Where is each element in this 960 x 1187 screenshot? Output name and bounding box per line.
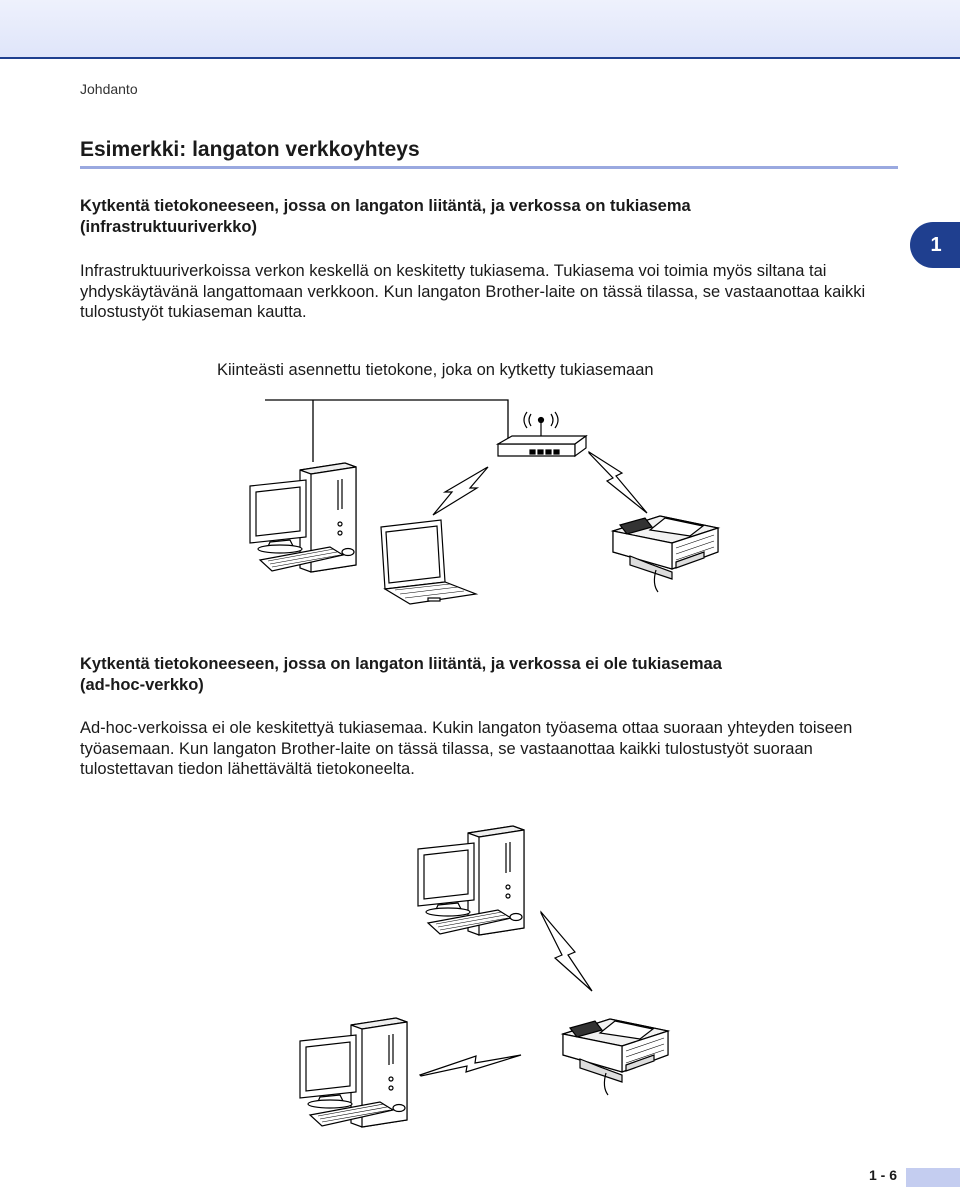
adhoc-heading xyxy=(80,654,900,696)
page-number: 1 - 6 xyxy=(869,1167,898,1183)
paragraph-line: tulostustyöt tukiaseman kautta. xyxy=(80,303,307,321)
wired-connection-line xyxy=(265,400,508,462)
access-point-icon xyxy=(498,412,586,456)
paragraph-line: yhdyskäytävänä langattomaan verkkoon. Kun langaton Brother-laite on tässä tilassa, se vastaanottaa kaikki xyxy=(80,282,866,301)
wireless-lightning-icon xyxy=(589,452,647,513)
adhoc-heading-line2: (ad-hoc-verkko) xyxy=(80,676,204,694)
infrastructure-heading-line1: Kytkentä tietokoneeseen, jossa on langaton liitäntä, ja verkossa on tukiasema xyxy=(80,197,691,215)
adhoc-paragraph xyxy=(80,718,900,780)
desktop-computer-icon xyxy=(300,1018,407,1127)
page-tab xyxy=(906,1168,960,1187)
wireless-lightning-icon xyxy=(433,467,488,515)
paragraph-line: Ad-hoc-verkoissa ei ole keskitettyä tukiasemaa. Kukin langaton työasema ottaa suoraan yhteyden toiseen xyxy=(80,719,853,737)
desktop-computer-icon xyxy=(250,463,356,572)
infrastructure-heading-line2: (infrastruktuuriverkko) xyxy=(80,218,257,236)
adhoc-heading-line1: Kytkentä tietokoneeseen, jossa on langaton liitäntä, ja verkossa ei ole tukiasemaa xyxy=(80,655,722,673)
printer-fax-icon xyxy=(613,516,718,592)
wireless-lightning-icon xyxy=(420,1055,521,1076)
paragraph-line: työasemaan. Kun langaton Brother-laite on tässä tilassa, se vastaanottaa kaikki tulostustyöt suoraan xyxy=(80,739,813,758)
laptop-icon xyxy=(381,520,476,604)
desktop-computer-icon xyxy=(418,826,524,935)
page-title: Esimerkki: langaton verkkoyhteys xyxy=(80,138,420,161)
printer-fax-icon xyxy=(563,1019,668,1095)
paragraph-line: tulostettavan tiedon lähettävältä tietokoneelta. xyxy=(80,760,415,778)
adhoc-diagram xyxy=(0,800,960,1160)
paragraph-line: Infrastruktuuriverkoissa verkon keskellä on keskitetty tukiasema. Tukiasema voi toimia myös siltana tai xyxy=(80,262,827,280)
figure-caption: Kiinteästi asennettu tietokone, joka on kytketty tukiasemaan xyxy=(217,361,654,379)
chapter-tab[interactable]: 1 xyxy=(910,222,960,268)
breadcrumb: Johdanto xyxy=(80,81,138,97)
wireless-lightning-icon xyxy=(541,912,592,991)
